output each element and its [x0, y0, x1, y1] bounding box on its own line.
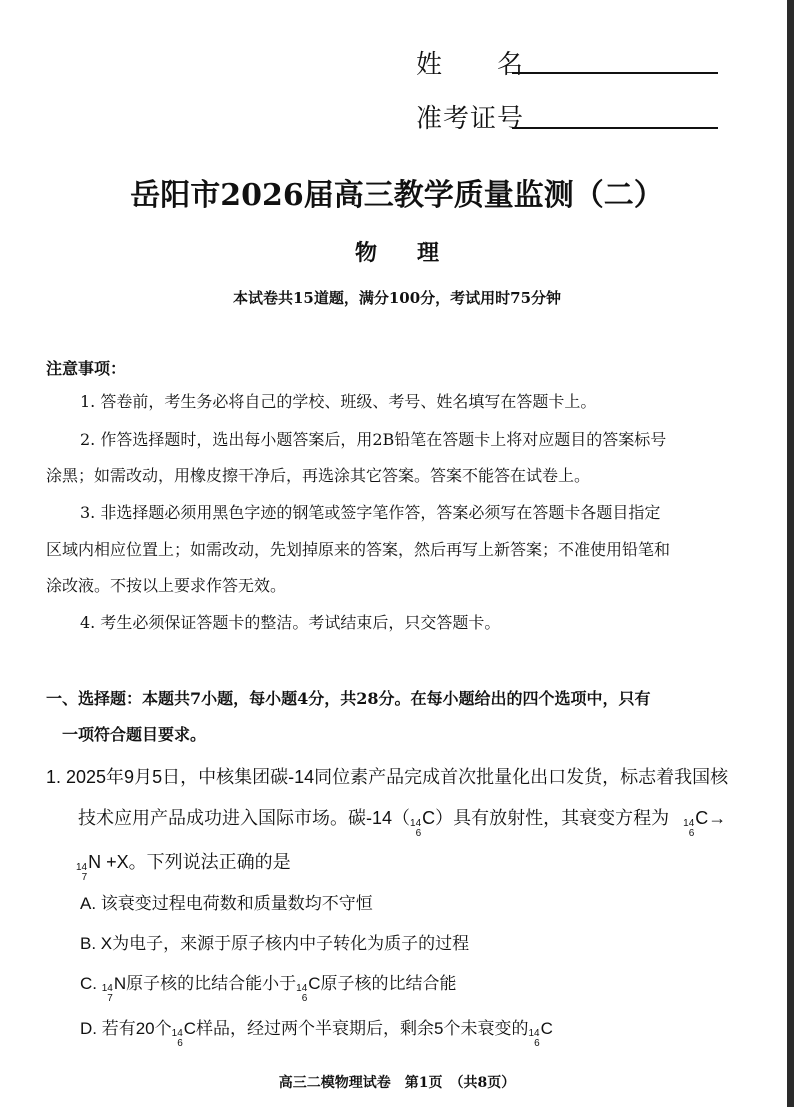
nitrogen-nuclide: 14 7: [76, 862, 88, 883]
page-footer: 高三二模物理试卷 第1页 （共8页）: [278, 1075, 516, 1091]
option-b[interactable]: B. X为电子，来源于原子核内中子转化为质子的过程: [80, 934, 470, 953]
option-d[interactable]: D. 若有20个 14 6 C样品，经过两个半衰期后，剩余5个未衰变的 14 6 C: [80, 1019, 553, 1049]
exam-id-field[interactable]: [512, 127, 718, 129]
subject-title: 物理: [354, 240, 479, 266]
carbon-nuclide: 14 6 C: [410, 808, 436, 839]
name-label: 姓 名: [416, 50, 525, 80]
exam-info: 本试卷共15道题，满分100分，考试用时75分钟: [232, 289, 562, 307]
carbon-nuclide: 14 6: [296, 983, 308, 1004]
nitrogen-nuclide: 14 7: [101, 983, 113, 1004]
question-1-line-3: 14 7 N +X。下列说法正确的是: [76, 852, 291, 883]
notice-item-3: 3. 非选择题必须用黑色字迹的钢笔或签字笔作答，答案必须写在答题卡各题目指定: [80, 503, 661, 522]
name-field[interactable]: [512, 72, 718, 74]
arrow-symbol: →: [708, 808, 727, 828]
carbon-nuclide: 14 6 C: [683, 808, 709, 839]
notice-item-2-cont: 涂黑；如需改动，用橡皮擦干净后，再选涂其它答案。答案不能答在试卷上。: [46, 466, 591, 485]
notice-item-2: 2. 作答选择题时，选出每小题答案后，用2B铅笔在答题卡上将对应题目的答案标号: [80, 430, 667, 449]
question-1-line-2: [78, 804, 726, 839]
option-a[interactable]: A. 该衰变过程电荷数和质量数均不守恒: [80, 894, 373, 913]
notice-item-3-cont: 区域内相应位置上；如需改动，先划掉原来的答案，然后再写上新答案；不准使用铅笔和: [46, 540, 671, 559]
scan-edge: [787, 0, 794, 1107]
section-heading-cont: 一项符合题目要求。: [62, 725, 207, 744]
question-1-text-a: 技术应用产品成功进入国际市场。碳-14（: [78, 808, 411, 828]
notice-item-4: 4. 考生必须保证答题卡的整洁。考试结束后，只交答题卡。: [80, 613, 501, 632]
carbon-nuclide: 14 6: [171, 1028, 183, 1049]
carbon-nuclide: 14 6: [528, 1028, 540, 1049]
question-1-line-1: 1. 2025年9月5日，中核集团碳-14同位素产品完成首次批量化出口发货，标志着我国核: [46, 767, 729, 787]
notice-item-1: 1. 答卷前，考生务必将自己的学校、班级、考号、姓名填写在答题卡上。: [80, 392, 597, 411]
exam-title: 岳阳市2026届高三教学质量监测（二）: [130, 178, 664, 213]
question-1-text-b: ）具有放射性，其衰变方程为: [435, 808, 670, 828]
notice-heading: 注意事项：: [46, 359, 127, 378]
option-c[interactable]: C. 14 7 N原子核的比结合能小于 14 6 C原子核的比结合能: [80, 974, 457, 1004]
exam-id-label: 准考证号: [416, 104, 525, 134]
notice-item-3-cont2: 涂改液。不按以上要求作答无效。: [46, 576, 287, 595]
section-heading: 一、选择题：本题共7小题，每小题4分，共28分。在每小题给出的四个选项中，只有: [46, 689, 651, 708]
